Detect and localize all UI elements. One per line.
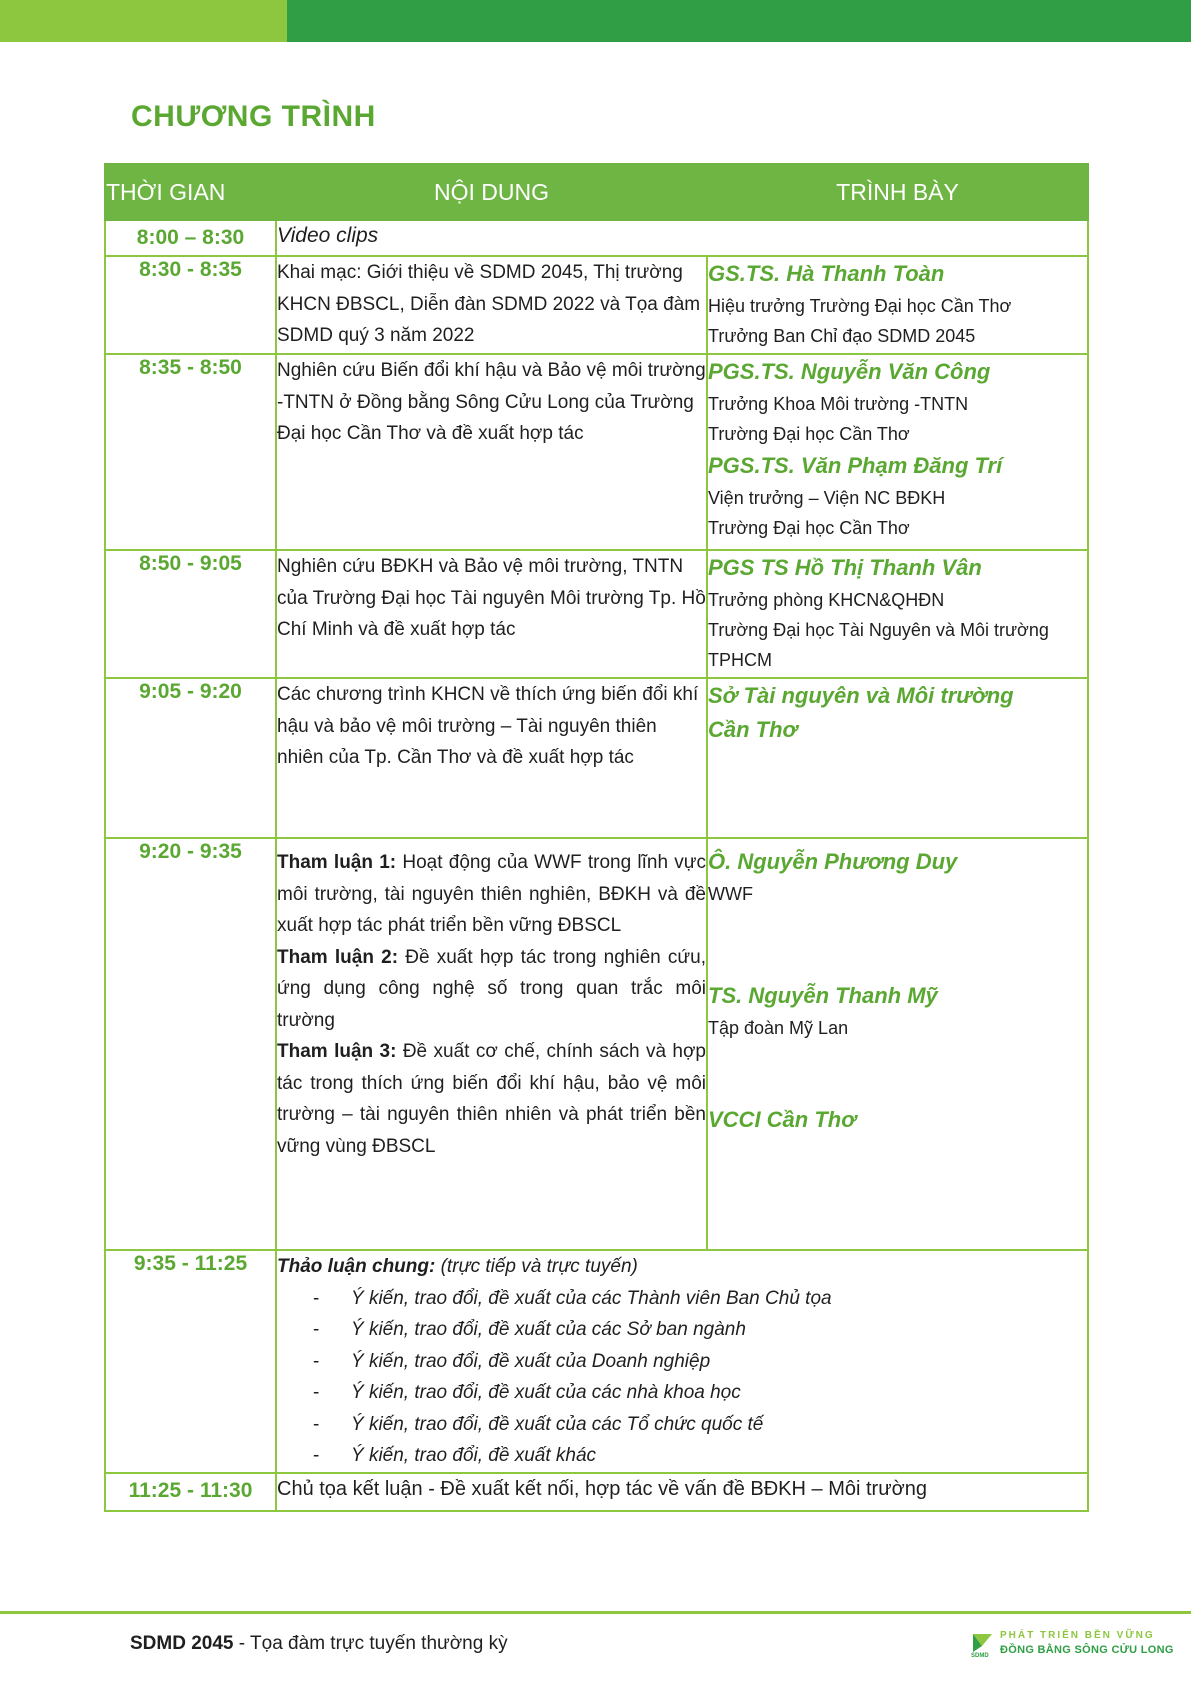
presenter-role: Tập đoàn Mỹ Lan bbox=[708, 1018, 849, 1038]
row-time: 9:20 - 9:35 bbox=[105, 838, 276, 1250]
presenter-role: Trưởng Ban Chỉ đạo SDMD 2045 bbox=[708, 326, 976, 346]
discussion-label: Tham luận 2: bbox=[277, 946, 399, 968]
top-accent-bar-dark bbox=[287, 0, 1191, 42]
table-row bbox=[105, 354, 1088, 550]
table-row bbox=[105, 838, 1088, 1250]
table-row bbox=[105, 220, 1088, 256]
leaf-logo-icon bbox=[970, 1630, 996, 1658]
presenter-role: WWF bbox=[708, 884, 753, 904]
general-discussion-list bbox=[277, 1283, 1087, 1472]
program-table bbox=[104, 163, 1089, 1512]
table-row bbox=[105, 1250, 1088, 1473]
table-row bbox=[105, 550, 1088, 678]
list-dash: - bbox=[313, 1382, 320, 1403]
list-item-text: Ý kiến, trao đổi, đề xuất của các nhà khoa học bbox=[351, 1382, 741, 1403]
row-presenter bbox=[707, 838, 1088, 1250]
table-row bbox=[105, 256, 1088, 354]
presenter-name: PGS.TS. Văn Phạm Đăng Trí bbox=[708, 453, 1003, 478]
logo-tagline-bottom: ĐỒNG BẰNG SÔNG CỬU LONG bbox=[1000, 1644, 1174, 1656]
presenter-name: VCCI Cần Thơ bbox=[708, 1107, 856, 1132]
presenter-name: PGS.TS. Nguyễn Văn Công bbox=[708, 359, 991, 384]
footer-subtitle: - Tọa đàm trực tuyến thường kỳ bbox=[233, 1633, 508, 1654]
list-dash: - bbox=[313, 1319, 320, 1340]
presenter-role: Trưởng Khoa Môi trường -TNTN bbox=[708, 394, 969, 414]
row-content: Chủ tọa kết luận - Đề xuất kết nối, hợp tác về vấn đề BĐKH – Môi trường bbox=[276, 1473, 1088, 1511]
list-item-text: Ý kiến, trao đổi, đề xuất khác bbox=[351, 1445, 597, 1466]
list-item bbox=[313, 1346, 1087, 1378]
header-time: THỜI GIAN bbox=[105, 164, 276, 220]
presenter-name: Sở Tài nguyên và Môi trường Cần Thơ bbox=[708, 683, 1014, 742]
discussion-2 bbox=[277, 942, 706, 1037]
presenter-role: Trưởng phòng KHCN&QHĐN bbox=[708, 590, 945, 610]
discussion-label: Tham luận 3: bbox=[277, 1041, 397, 1062]
presenter-role: Trường Đại học Cần Thơ bbox=[708, 518, 910, 538]
presenter-role: Viện trưởng – Viện NC BĐKH bbox=[708, 488, 946, 508]
row-content: Khai mạc: Giới thiệu về SDMD 2045, Thị trường KHCN ĐBSCL, Diễn đàn SDMD 2022 và Tọa đàm SDMD quý 3 năm 2022 bbox=[276, 256, 707, 354]
presenter-role: Trường Đại học Tài Nguyên và Môi trường TPHCM bbox=[708, 620, 1049, 670]
list-dash: - bbox=[313, 1445, 320, 1466]
row-content: Các chương trình KHCN về thích ứng biến đổi khí hậu và bảo vệ môi trường – Tài nguyên thiên nhiên của Tp. Cần Thơ và đề xuất hợp tác bbox=[276, 678, 707, 838]
list-item-text: Ý kiến, trao đổi, đề xuất của các Sở ban ngành bbox=[351, 1319, 746, 1340]
footer-brand: SDMD 2045 bbox=[130, 1633, 234, 1654]
row-content: Video clips bbox=[276, 220, 1088, 256]
page-title: CHƯƠNG TRÌNH bbox=[131, 100, 376, 133]
footer-divider bbox=[0, 1611, 1191, 1614]
row-presenter bbox=[707, 550, 1088, 678]
row-time: 8:35 - 8:50 bbox=[105, 354, 276, 550]
discussion-text: Hoạt động của WWF trong lĩnh vực môi trường, tài nguyên thiên nghiên, BĐKH và đề xuất hợp tác phát triển bền vững ĐBSCL bbox=[277, 852, 707, 936]
list-item bbox=[313, 1283, 1087, 1315]
row-presenter bbox=[707, 256, 1088, 354]
row-content bbox=[276, 838, 707, 1250]
row-time: 8:30 - 8:35 bbox=[105, 256, 276, 354]
table-row bbox=[105, 678, 1088, 838]
list-item bbox=[313, 1314, 1087, 1346]
table-header-row bbox=[105, 164, 1088, 220]
list-item-text: Ý kiến, trao đổi, đề xuất của Doanh nghiệp bbox=[351, 1350, 711, 1372]
list-item bbox=[313, 1377, 1087, 1409]
row-time: 8:50 - 9:05 bbox=[105, 550, 276, 678]
list-dash: - bbox=[313, 1287, 320, 1309]
row-time: 8:00 – 8:30 bbox=[105, 220, 276, 256]
presenter-name: PGS TS Hồ Thị Thanh Vân bbox=[708, 555, 982, 580]
top-accent-bar-light bbox=[0, 0, 287, 42]
list-item bbox=[313, 1409, 1087, 1441]
header-presenter: TRÌNH BÀY bbox=[707, 164, 1088, 220]
discussion-1 bbox=[277, 847, 706, 942]
general-discussion-label: Thảo luận chung: bbox=[277, 1256, 436, 1277]
row-presenter bbox=[707, 678, 1088, 838]
presenter-name: Ô. Nguyễn Phương Duy bbox=[708, 849, 958, 874]
list-dash: - bbox=[313, 1350, 320, 1372]
general-discussion-heading bbox=[277, 1251, 1087, 1283]
row-content: Nghiên cứu Biến đổi khí hậu và Bảo vệ môi trường -TNTN ở Đồng bằng Sông Cửu Long của Trường Đại học Cần Thơ và đề xuất hợp tác bbox=[276, 354, 707, 550]
list-item-text: Ý kiến, trao đổi, đề xuất của các Tổ chức quốc tế bbox=[351, 1413, 764, 1435]
footer-caption bbox=[130, 1633, 508, 1655]
presenter-role: Trường Đại học Cần Thơ bbox=[708, 424, 910, 444]
row-presenter bbox=[707, 354, 1088, 550]
discussion-text: Đề xuất cơ chế, chính sách và hợp tác trong thích ứng biến đổi khí hậu, bảo vệ môi trường – tài nguyên thiên nhiên và phát triển bền vững vùng ĐBSCL bbox=[277, 1041, 707, 1157]
row-time: 9:05 - 9:20 bbox=[105, 678, 276, 838]
table-row bbox=[105, 1473, 1088, 1511]
presenter-name: GS.TS. Hà Thanh Toàn bbox=[708, 261, 945, 286]
row-time: 9:35 - 11:25 bbox=[105, 1250, 276, 1473]
sdmd-logo bbox=[970, 1628, 1174, 1662]
row-time: 11:25 - 11:30 bbox=[105, 1473, 276, 1511]
list-dash: - bbox=[313, 1413, 320, 1435]
row-content bbox=[276, 1250, 1088, 1473]
list-item-text: Ý kiến, trao đổi, đề xuất của các Thành viên Ban Chủ tọa bbox=[351, 1287, 832, 1309]
logo-tagline-top: PHÁT TRIỂN BỀN VỮNG bbox=[1000, 1630, 1155, 1641]
header-content: NỘI DUNG bbox=[276, 164, 707, 220]
discussion-text: Đề xuất hợp tác trong nghiên cứu, ứng dụng công nghệ số trong quan trắc môi trường bbox=[277, 946, 706, 1031]
presenter-name: TS. Nguyễn Thanh Mỹ bbox=[708, 983, 938, 1008]
discussion-3 bbox=[277, 1036, 706, 1162]
presenter-role: Hiệu trưởng Trường Đại học Cần Thơ bbox=[708, 296, 1012, 316]
list-item bbox=[313, 1440, 1087, 1472]
logo-mark-text: SDMD bbox=[971, 1653, 989, 1658]
discussion-label: Tham luận 1: bbox=[277, 852, 397, 873]
general-discussion-note: (trực tiếp và trực tuyến) bbox=[435, 1256, 638, 1277]
row-content: Nghiên cứu BĐKH và Bảo vệ môi trường, TNTN của Trường Đại học Tài nguyên Môi trường Tp. Hồ Chí Minh và đề xuất hợp tác bbox=[276, 550, 707, 678]
